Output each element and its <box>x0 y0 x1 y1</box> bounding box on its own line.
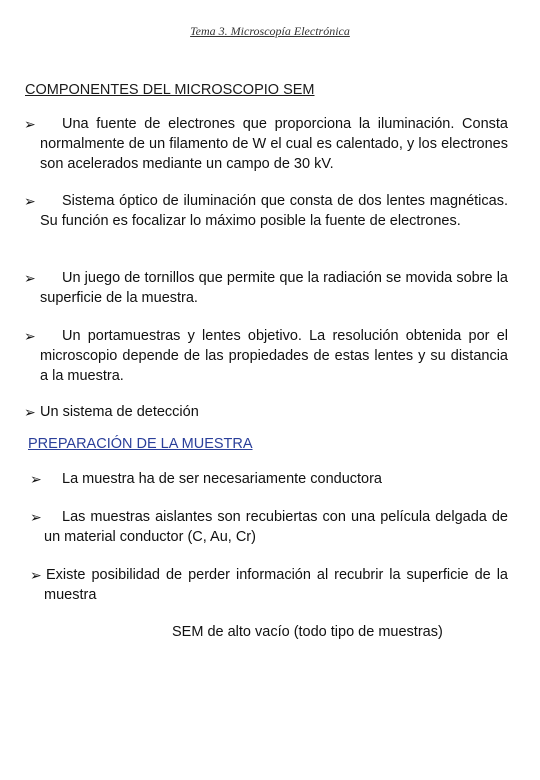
list-item-text: Un sistema de detección <box>40 404 199 420</box>
arrow-bullet-icon: ➢ <box>30 509 42 525</box>
list-item <box>30 565 508 605</box>
arrow-bullet-icon: ➢ <box>24 193 36 209</box>
arrow-bullet-icon: ➢ <box>24 404 36 420</box>
list-item <box>24 402 508 422</box>
list-item-text: Un portamuestras y lentes objetivo. La resolución obtenida por el microscopio depende de las propiedades de estas lentes y su distancia a la muestra. <box>40 328 508 384</box>
list-item-text: La muestra ha de ser necesariamente conductora <box>62 471 382 487</box>
list-item <box>30 507 508 547</box>
list-item <box>24 114 508 174</box>
sem-high-vacuum-note: SEM de alto vacío (todo tipo de muestras) <box>172 624 443 640</box>
arrow-bullet-icon: ➢ <box>24 328 36 344</box>
list-item-text: Una fuente de electrones que proporciona la iluminación. Consta normalmente de un filamento de W el cual es calentado, y los electrones son acelerados mediante un campo de 30 kV. <box>40 116 508 172</box>
list-item-text: Las muestras aislantes son recubiertas con una película delgada de un material conductor (C, Au, Cr) <box>44 509 508 545</box>
list-item-text: Sistema óptico de iluminación que consta de dos lentes magnéticas. Su función es focalizar lo máximo posible la fuente de electrones. <box>40 193 508 229</box>
arrow-bullet-icon: ➢ <box>24 116 36 132</box>
list-item-text: Existe posibilidad de perder información al recubrir la superficie de la muestra <box>44 567 508 603</box>
list-item <box>24 191 508 231</box>
list-item <box>30 469 508 489</box>
list-item <box>24 326 508 386</box>
arrow-bullet-icon: ➢ <box>24 270 36 286</box>
arrow-bullet-icon: ➢ <box>30 471 42 487</box>
section-title-sem-components: COMPONENTES DEL MICROSCOPIO SEM <box>25 82 315 98</box>
arrow-bullet-icon: ➢ <box>30 567 42 583</box>
list-item-text: Un juego de tornillos que permite que la radiación se movida sobre la superficie de la muestra. <box>40 270 508 306</box>
list-item <box>24 268 508 308</box>
section-title-sample-preparation: PREPARACIÓN DE LA MUESTRA <box>28 436 253 452</box>
page-header: Tema 3. Microscopía Electrónica <box>190 24 350 38</box>
